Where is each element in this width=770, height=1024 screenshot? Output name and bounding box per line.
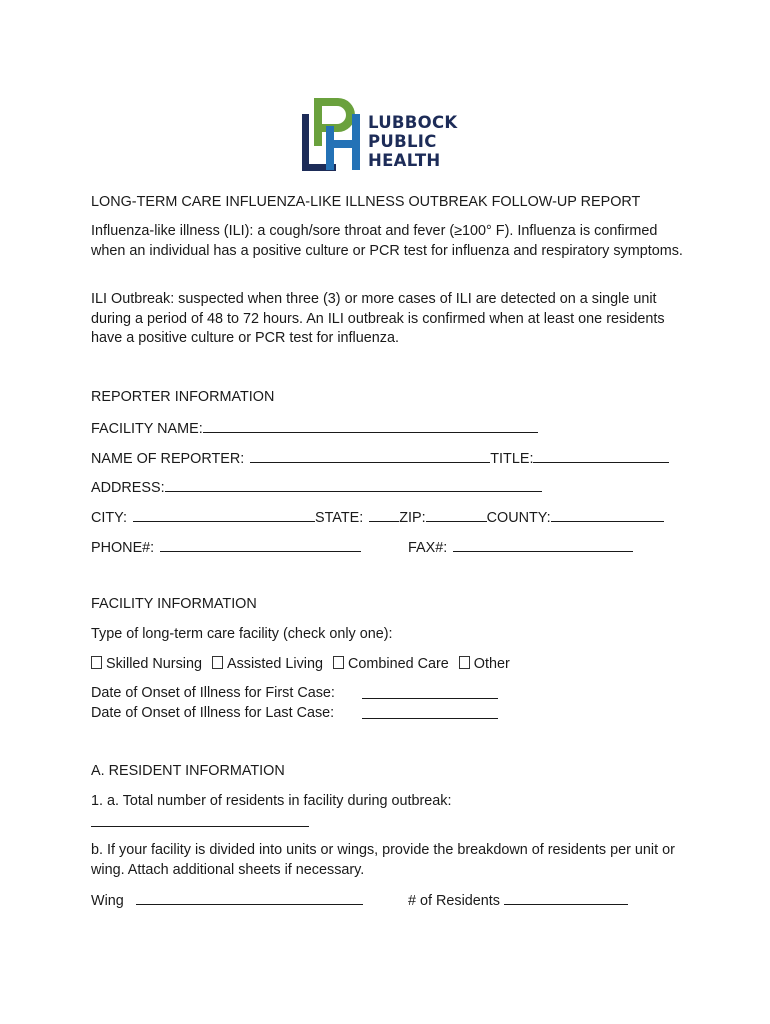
phone-label: PHONE#: [91, 540, 155, 556]
total-residents-question: 1. a. Total number of residents in facility during outbreak: [91, 793, 452, 809]
title-field[interactable] [533, 448, 669, 463]
reporter-name-field[interactable] [250, 448, 490, 463]
fax-field[interactable] [453, 537, 633, 552]
lph-monogram-icon [300, 96, 366, 174]
state-label: STATE: [314, 510, 364, 526]
residents-count-row [408, 890, 628, 912]
city-row [91, 507, 664, 529]
skilled-nursing-label: Skilled Nursing [106, 656, 202, 672]
reporter-name-label: NAME OF REPORTER: [91, 451, 245, 467]
state-field[interactable] [369, 507, 399, 522]
resident-heading: A. RESIDENT INFORMATION [91, 763, 285, 779]
fax-label: FAX#: [408, 540, 448, 556]
onset-first-field[interactable] [362, 684, 498, 699]
wing-row [91, 890, 363, 912]
reporter-name-row [91, 448, 669, 470]
zip-field[interactable] [426, 507, 487, 522]
onset-last-field[interactable] [362, 704, 498, 719]
facility-heading: FACILITY INFORMATION [91, 596, 257, 612]
combined-care-label: Combined Care [347, 656, 449, 672]
form-title: LONG-TERM CARE INFLUENZA-LIKE ILLNESS OUTBREAK FOLLOW-UP REPORT [91, 194, 641, 210]
assisted-living-label: Assisted Living [226, 656, 323, 672]
num-residents-label: # of Residents [408, 893, 500, 909]
total-residents-field[interactable] [91, 812, 309, 827]
city-field[interactable] [133, 507, 315, 522]
address-field[interactable] [165, 477, 542, 492]
address-row [91, 477, 542, 499]
phone-field[interactable] [160, 537, 361, 552]
phone-row [91, 537, 361, 559]
facility-name-field[interactable] [203, 418, 538, 433]
facility-type-options [91, 655, 510, 675]
facility-name-label: FACILITY NAME: [91, 421, 203, 437]
title-label: TITLE: [490, 451, 534, 467]
outbreak-definition: ILI Outbreak: suspected when three (3) or more cases of ILI are detected on a single unit during a period of 48 to 72 hours. An ILI outbreak is confirmed when at least one residents have a positive culture or PCR test for influenza. [91, 291, 665, 346]
assisted-living-checkbox[interactable] [212, 656, 223, 669]
facility-type-prompt: Type of long-term care facility (check only one): [91, 626, 393, 642]
zip-label: ZIP: [399, 510, 426, 526]
onset-first-label: Date of Onset of Illness for First Case: [91, 685, 335, 701]
address-label: ADDRESS: [91, 480, 165, 496]
wing-field[interactable] [136, 890, 363, 905]
ili-definition: Influenza-like illness (ILI): a cough/sore throat and fever (≥100° F). Influenza is confirmed when an individual has a positive culture or PCR test for influenza and respiratory symptoms. [91, 223, 683, 259]
logo-line-1: LUBBOCK [368, 113, 458, 132]
city-label: CITY: [91, 510, 127, 526]
other-label: Other [473, 656, 510, 672]
logo-wordmark [368, 113, 458, 170]
logo-line-3: HEALTH [368, 151, 441, 170]
combined-care-checkbox[interactable] [333, 656, 344, 669]
fax-row [408, 537, 633, 559]
county-field[interactable] [551, 507, 664, 522]
other-checkbox[interactable] [459, 656, 470, 669]
logo-line-2: PUBLIC [368, 132, 437, 151]
reporter-heading: REPORTER INFORMATION [91, 389, 275, 405]
breakdown-question: b. If your facility is divided into units or wings, provide the breakdown of residents per unit or wing. Attach additional sheets if necessary. [91, 842, 675, 878]
facility-name-row [91, 418, 538, 440]
onset-last-label: Date of Onset of Illness for Last Case: [91, 705, 335, 721]
wing-label: Wing [91, 893, 124, 909]
skilled-nursing-checkbox[interactable] [91, 656, 102, 669]
lubbock-public-health-logo [300, 96, 475, 174]
county-label: COUNTY: [486, 510, 551, 526]
num-residents-field[interactable] [504, 890, 628, 905]
